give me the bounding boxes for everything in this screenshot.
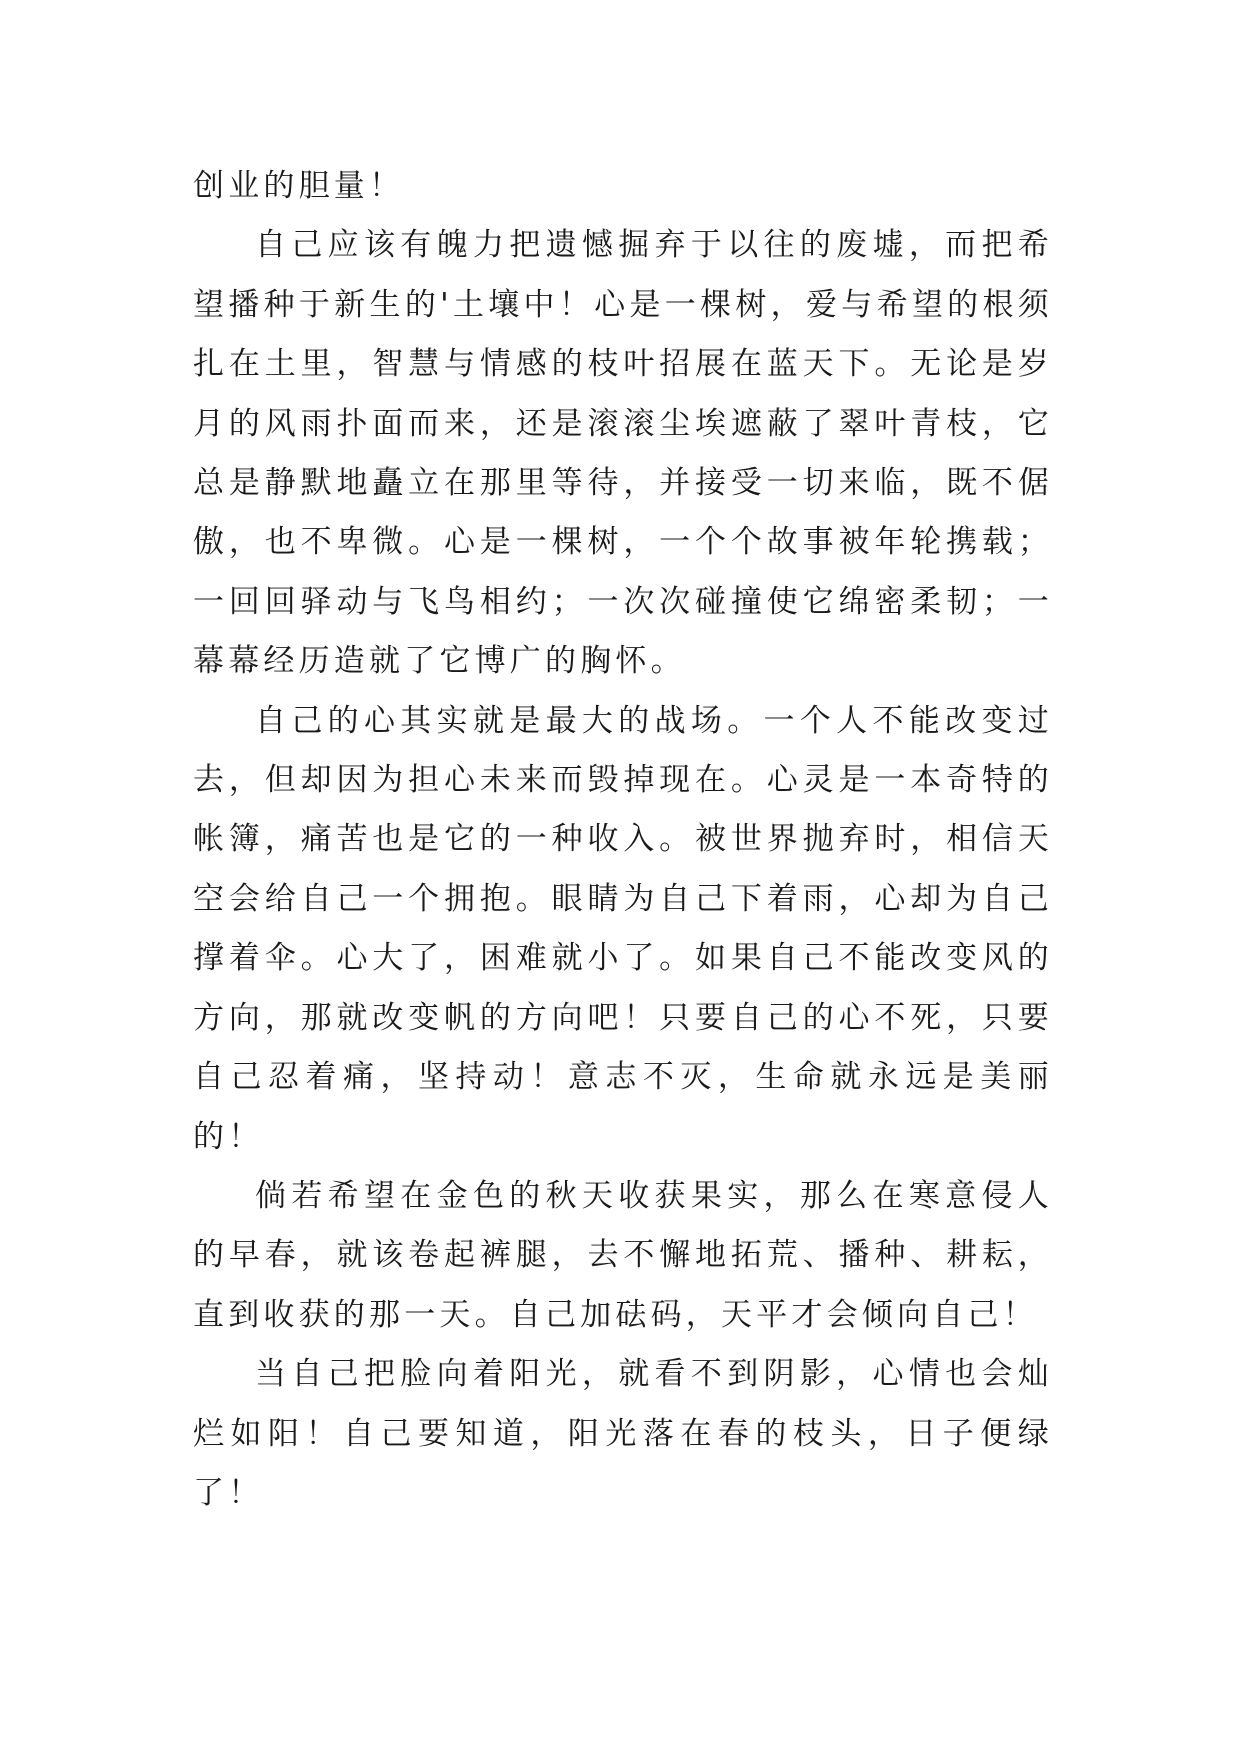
paragraph: 倘若希望在金色的秋天收获果实，那么在寒意侵人的早春，就该卷起裤腿，去不懈地拓荒、播种、耕耘，直到收获的那一天。自己加砝码，天平才会倾向自己！ <box>193 1177 1053 1333</box>
paragraph-continued: 创业的胆量！ <box>193 168 405 204</box>
paragraph: 自己的心其实就是最大的战场。一个人不能改变过去，但却因为担心未来而毁掉现在。心灵是一本奇特的帐簿，痛苦也是它的一种收入。被世界抛弃时，相信天空会给自己一个拥抱。眼睛为自己下着雨，心却为自己撑着伞。心大了，困难就小了。如果自己不能改变风的方向，那就改变帆的方向吧！只要自己的心不死，只要自己忍着痛，坚持动！意志不灭，生命就永远是美丽的！ <box>193 702 1053 1155</box>
paragraph: 当自己把脸向着阳光，就看不到阴影，心情也会灿烂如阳！自己要知道，阳光落在春的枝头，日子便绿了！ <box>193 1356 1053 1511</box>
paragraph: 自己应该有魄力把遗憾掘弃于以往的废墟，而把希望播种于新生的'土壤中！心是一棵树，爱与希望的根须扎在土里，智慧与情感的枝叶招展在蓝天下。无论是岁月的风雨扑面而来，还是滚滚尘埃遮蔽了翠叶青枝，它总是静默地矗立在那里等待，并接受一切来临，既不倨傲，也不卑微。心是一棵树，一个个故事被年轮携载；一回回驿动与飞鸟相约；一次次碰撞使它绵密柔韧；一幕幕经历造就了它博广的胸怀。 <box>193 227 1053 680</box>
body-text <box>193 157 1053 1523</box>
